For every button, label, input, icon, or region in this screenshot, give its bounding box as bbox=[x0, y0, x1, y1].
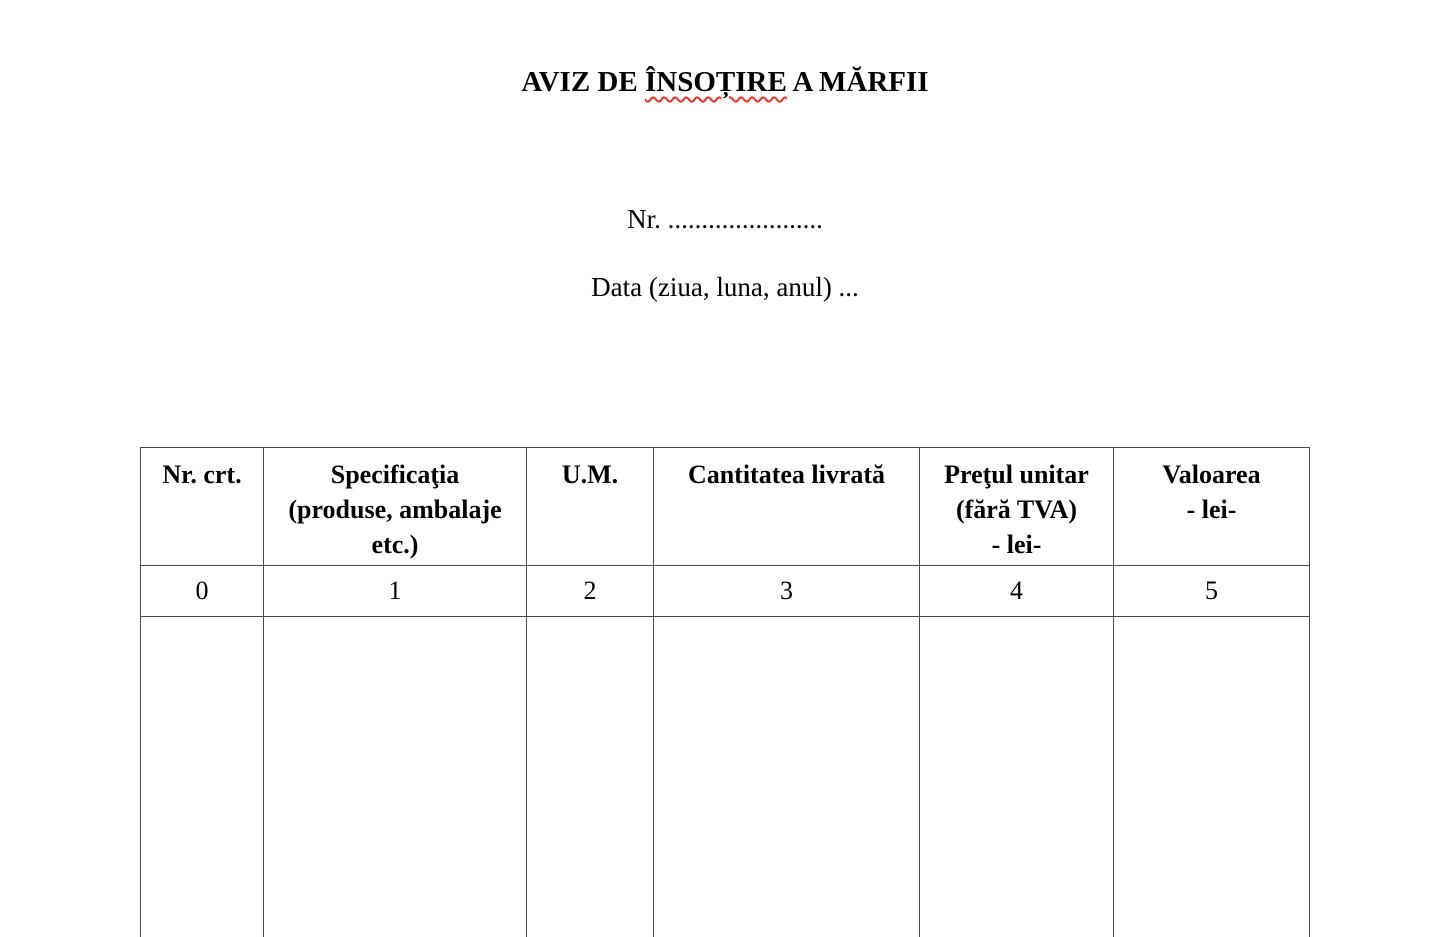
document-date-line[interactable]: Data (ziua, luna, anul) ... bbox=[0, 272, 1450, 303]
index-cell[interactable]: 1 bbox=[264, 566, 527, 617]
document-title bbox=[0, 66, 1450, 99]
header-nr-crt[interactable]: Nr. crt. bbox=[141, 448, 264, 566]
empty-cell-nr-crt[interactable] bbox=[141, 617, 264, 937]
title-part-after: A MĂRFII bbox=[787, 66, 929, 98]
index-cell[interactable]: 2 bbox=[527, 566, 654, 617]
empty-cell-pretul[interactable] bbox=[920, 617, 1114, 937]
header-specificatia[interactable]: Specificaţia (produse, ambalaje etc.) bbox=[264, 448, 527, 566]
title-part-before: AVIZ DE bbox=[521, 66, 645, 98]
header-valoarea[interactable]: Valoarea - lei- bbox=[1114, 448, 1310, 566]
goods-table bbox=[140, 447, 1310, 937]
empty-cell-valoarea[interactable] bbox=[1114, 617, 1310, 937]
empty-cell-um[interactable] bbox=[527, 617, 654, 937]
empty-cell-specificatia[interactable] bbox=[264, 617, 527, 937]
header-cantitatea-livrata[interactable]: Cantitatea livrată bbox=[654, 448, 920, 566]
index-cell[interactable]: 4 bbox=[920, 566, 1114, 617]
index-cell[interactable]: 5 bbox=[1114, 566, 1310, 617]
empty-cell-cantitatea[interactable] bbox=[654, 617, 920, 937]
header-um[interactable]: U.M. bbox=[527, 448, 654, 566]
index-cell[interactable]: 0 bbox=[141, 566, 264, 617]
table-header-row bbox=[141, 448, 1310, 566]
title-misspelled-word[interactable]: ÎNSOȚIRE bbox=[645, 66, 787, 98]
table-index-row bbox=[141, 566, 1310, 617]
index-cell[interactable]: 3 bbox=[654, 566, 920, 617]
document-number-line[interactable]: Nr. ....................... bbox=[0, 204, 1450, 235]
header-pretul-unitar[interactable]: Preţul unitar (fără TVA) - lei- bbox=[920, 448, 1114, 566]
table-empty-row bbox=[141, 617, 1310, 937]
